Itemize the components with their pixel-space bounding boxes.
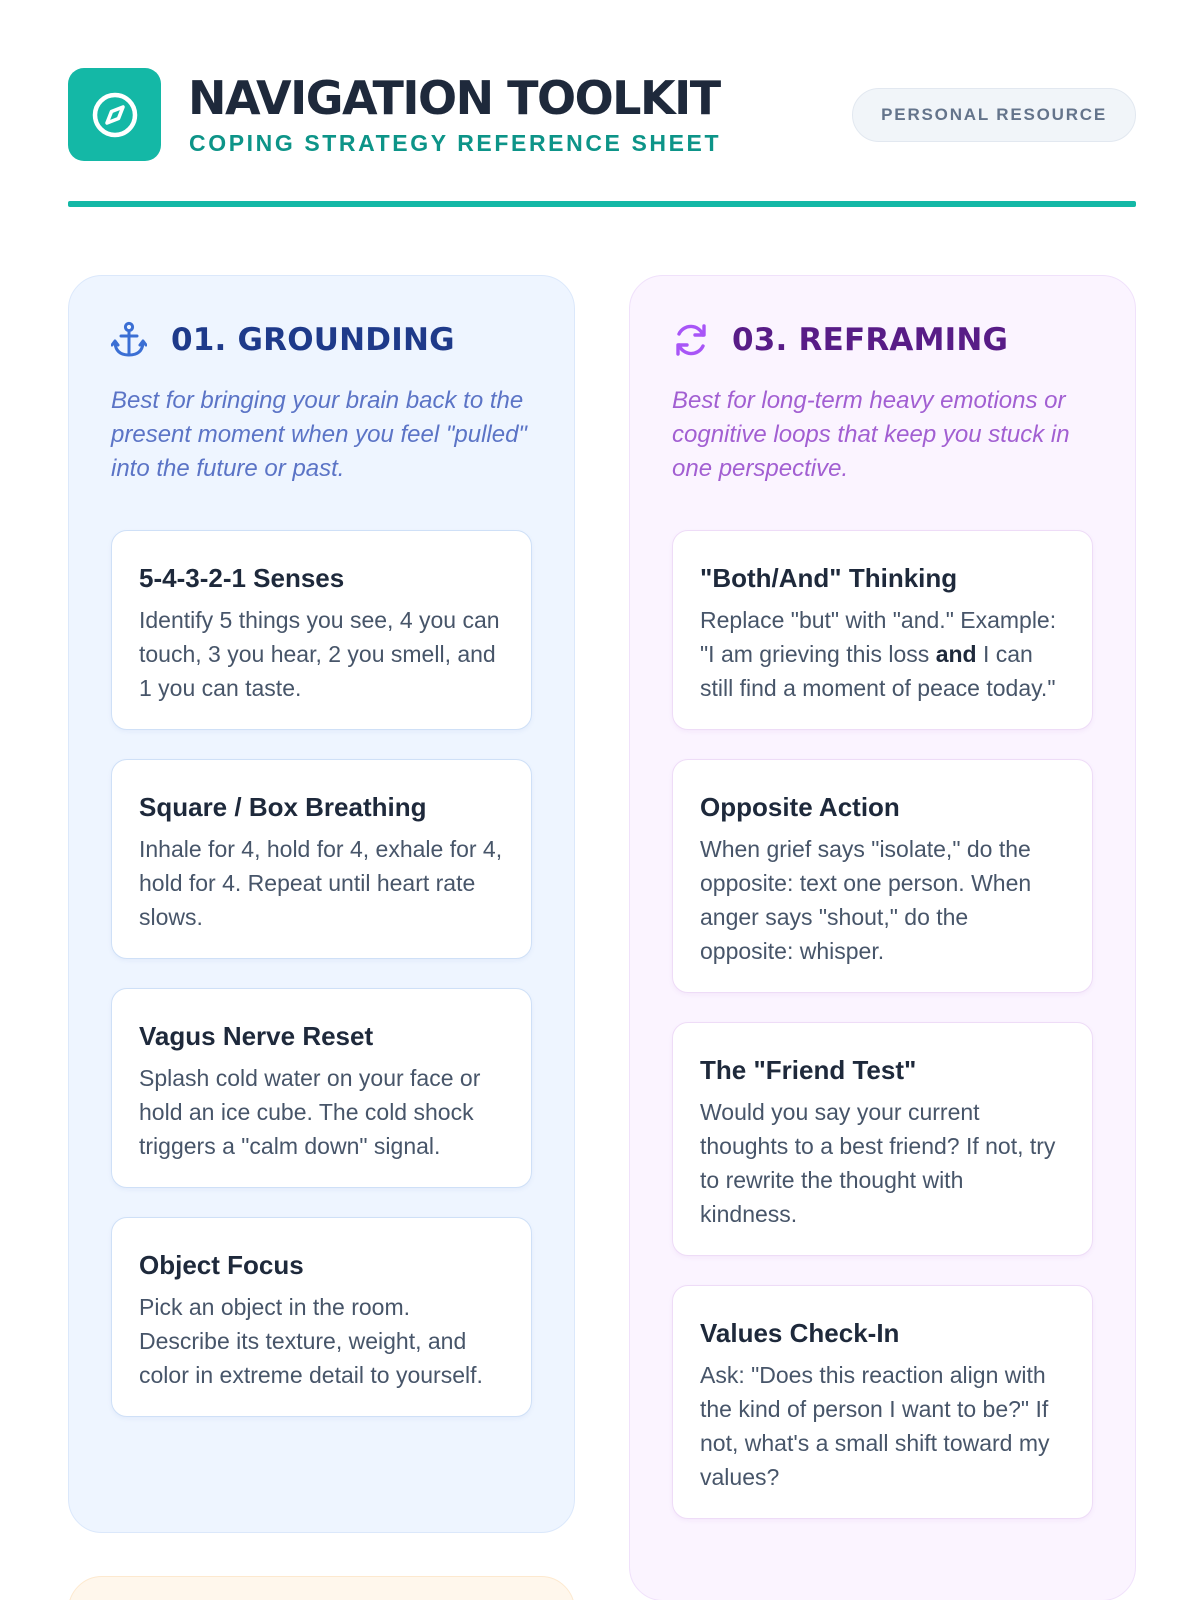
section-title: 03. REFRAMING [732,322,1009,358]
page-header [68,68,1136,160]
strategy-title: Square / Box Breathing [139,792,427,822]
strategy-title: "Both/And" Thinking [700,563,958,593]
next-section-panel [68,1576,575,1600]
strategy-body: When grief says "isolate," do the opposite: text one person. When anger says "shout," do the opposite: whisper. [700,836,1032,964]
reframing-section [629,275,1136,1600]
strategy-card [111,988,532,1188]
strategy-title: Object Focus [139,1250,304,1280]
strategy-title: Values Check-In [700,1318,900,1348]
resource-badge: PERSONAL RESOURCE [852,88,1136,142]
strategy-body-text: Replace "but" with "and." Example: "I am grieving this loss [700,607,1057,667]
strategy-card [672,1285,1093,1519]
compass-icon [68,68,161,161]
page-subtitle: COPING STRATEGY REFERENCE SHEET [189,130,722,156]
strategy-body: Inhale for 4, hold for 4, exhale for 4, hold for 4. Repeat until heart rate slows. [139,836,503,930]
strategy-card [111,530,532,730]
strategy-body-text: I can still find a moment of peace today." [700,641,1056,701]
strategy-card [672,759,1093,993]
section-description: Best for long-term heavy emotions or cognitive loops that keep you stuck in one perspective. [672,387,1070,482]
reframing-heading [672,318,1093,362]
refresh-icon [672,320,712,360]
grounding-section [68,275,575,1533]
strategy-body: Pick an object in the room. Describe its texture, weight, and color in extreme detail to yourself. [139,1294,483,1388]
section-description: Best for bringing your brain back to the present moment when you feel "pulled" into the future or past. [111,387,527,482]
page-title: NAVIGATION TOOLKIT [188,71,720,125]
grounding-heading [111,318,532,362]
strategy-body [700,603,1066,705]
strategy-card [111,1217,532,1417]
strategy-body: Ask: "Does this reaction align with the kind of person I want to be?" If not, what's a small shift toward my values? [700,1362,1050,1490]
strategy-title: Vagus Nerve Reset [139,1021,374,1051]
strategy-card [111,759,532,959]
strategy-title: Opposite Action [700,792,900,822]
strategy-card [672,530,1093,730]
header-divider [68,201,1136,207]
anchor-icon [111,320,151,360]
strategy-body: Splash cold water on your face or hold an ice cube. The cold shock triggers a "calm down" signal. [139,1065,481,1159]
strategy-body-emphasis: and [935,641,977,667]
strategy-body: Would you say your current thoughts to a best friend? If not, try to rewrite the thought with kindness. [700,1099,1056,1227]
strategy-card [672,1022,1093,1256]
strategy-body: Identify 5 things you see, 4 you can touch, 3 you hear, 2 you smell, and 1 you can taste. [139,607,500,701]
strategy-title: The "Friend Test" [700,1055,917,1085]
strategy-title: 5-4-3-2-1 Senses [139,563,345,593]
section-title: 01. GROUNDING [171,322,455,358]
